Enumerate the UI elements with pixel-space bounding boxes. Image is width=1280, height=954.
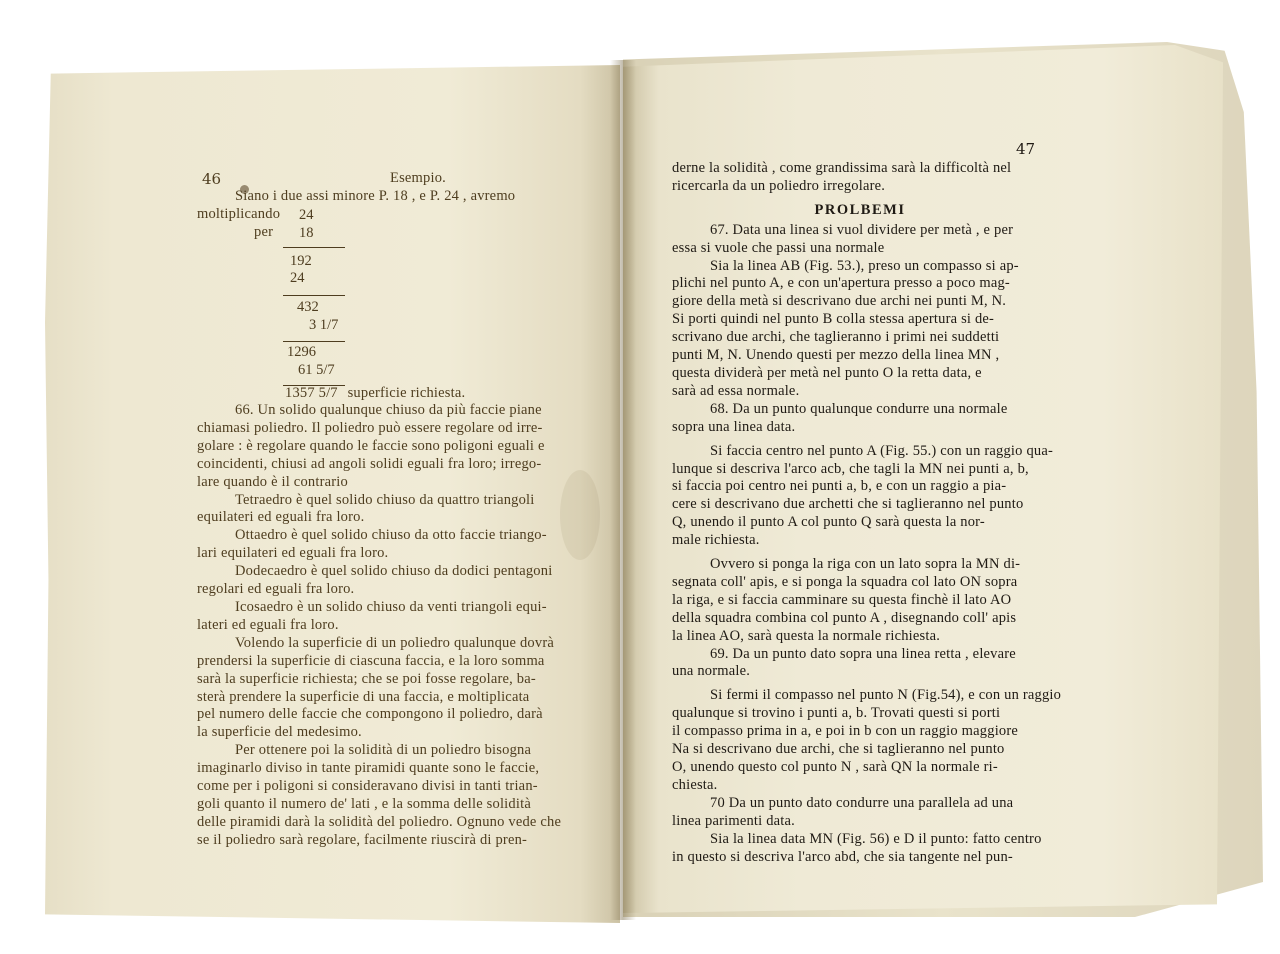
para-67b-line: giore della metà si descrivano due archi nei punti M, N. — [672, 293, 1007, 310]
solidity-line: Per ottenere poi la solidità di un poliedro bisogna — [235, 742, 532, 759]
total-value: 1357 5/7 — [285, 385, 338, 401]
para-67b-line: Si porti quindi nel punto B colla stessa apertura si de- — [672, 311, 995, 328]
para-66-line: 66. Un solido qualunque chiuso da più faccie piane — [235, 402, 542, 418]
para-70-line: linea parimenti data. — [672, 812, 795, 829]
total-label: superficie richiesta. — [347, 385, 466, 401]
para-67b-line: scrivano due archi, che taglieranno i primi nei suddetti — [672, 329, 1000, 346]
para-66-line: golare : è regolare quando le faccie sono poligoni eguali e — [197, 437, 545, 454]
para-68c-line: la linea AO, sarà questa la normale richiesta. — [672, 627, 941, 644]
para-69b-line: il compasso prima in a, e poi in b con un raggio maggiore — [672, 723, 1019, 740]
total-line — [285, 385, 465, 403]
para-69-line: 69. Da un punto dato sopra una linea retta , elevare — [710, 645, 1016, 662]
para-66-line: chiamasi poliedro. Il poliedro può essere regolare od irre- — [197, 419, 543, 436]
rule-1 — [283, 247, 345, 248]
para-68b-line: Q, unendo il punto A col punto Q sarà questa la nor- — [672, 514, 985, 531]
para-66-line: lare quando è il contrario — [197, 473, 348, 490]
definition-line: Tetraedro è quel solido chiuso da quattro triangoli — [235, 491, 535, 508]
para-67b-line: Sia la linea AB (Fig. 53.), preso un compasso si ap- — [710, 257, 1019, 274]
para-68-line: sopra una linea data. — [672, 418, 796, 435]
para-68-line: 68. Da un punto qualunque condurre una normale — [710, 400, 1008, 417]
para-68c-line: Ovvero si ponga la riga con un lato sopra la MN di- — [710, 556, 1021, 573]
book-gutter — [610, 60, 636, 920]
intro-line: Siano i due assi minore P. 18 , e P. 24 , avremo — [235, 187, 516, 204]
left-page-text — [197, 170, 559, 206]
para-68c-line: segnata coll' apis, e si ponga la squadra col lato ON sopra — [672, 573, 1018, 590]
para-70b-line: Sia la linea data MN (Fig. 56) e D il punto: fatto centro — [710, 830, 1042, 847]
para-68c-line: della squadra combina col punto A , disegnando coll' apis — [672, 609, 1017, 626]
right-body — [672, 160, 1062, 866]
solidity-line: goli quanto il numero de' lati , e la somma delle solidità — [197, 795, 531, 812]
para-68c-line: la riga, e si faccia camminare su questa finchè il lato AO — [672, 591, 1012, 608]
sum-1: 432 — [297, 299, 319, 315]
definition-line: lari equilateri ed eguali fra loro. — [197, 545, 389, 562]
factor-a: 24 — [299, 207, 314, 223]
para-68b-line: Si faccia centro nel punto A (Fig. 55.) con un raggio qua- — [710, 442, 1054, 459]
surface-line: Volendo la superficie di un poliedro qualunque dovrà — [235, 634, 554, 651]
page-number-right: 47 — [1016, 140, 1036, 158]
surface-line: prendersi la superficie di ciascuna faccia, e la loro somma — [197, 652, 545, 669]
problems-heading: PROLBEMI — [814, 201, 906, 218]
para-68b-line: si faccia poi centro nei punti a, b, e con un raggio a pia- — [672, 478, 1007, 495]
rule-3 — [283, 341, 345, 342]
para-69b-line: Na si descrivano due archi, che si taglieranno nel punto — [672, 741, 1005, 758]
para-69b-line: O, unendo questo col punto N , sarà QN la normale ri- — [672, 759, 998, 775]
fraction-2: 61 5/7 — [298, 362, 335, 378]
para-67b-line: sarà ad essa normale. — [672, 382, 800, 399]
fraction-1: 3 1/7 — [309, 317, 339, 333]
page-stain — [560, 470, 600, 560]
surface-line: la superficie del medesimo. — [197, 724, 362, 741]
para-69b-line: Si fermi il compasso nel punto N (Fig.54), e con un raggio — [710, 687, 1062, 704]
surface-line: pel numero delle faccie che compongono il poliedro, darà — [197, 706, 543, 723]
opening-line: ricercarla da un poliedro irregolare. — [672, 177, 886, 194]
para-69b-line: qualunque si trovino i punti a, b. Trovati questi si porti — [672, 705, 1001, 722]
para-70-line: 70 Da un punto dato condurre una parallela ad una — [710, 794, 1014, 811]
definition-line: Icosaedro è un solido chiuso da venti triangoli equi- — [235, 598, 547, 615]
definition-line: lateri ed eguali fra loro. — [197, 616, 339, 633]
para-66-line: coincidenti, chiusi ad angoli solidi eguali fra loro; irrego- — [197, 455, 542, 472]
factor-b: 18 — [299, 225, 314, 241]
para-67b-line: punti M, N. Unendo questi per mezzo della linea MN , — [672, 347, 1000, 364]
rule-2 — [283, 295, 345, 296]
partial-2: 24 — [290, 270, 305, 286]
opening-line: derne la solidità , come grandissima sarà la difficoltà nel — [672, 160, 1012, 176]
solidity-line: imaginarlo diviso in tante piramidi quante sono le faccie, — [197, 760, 540, 777]
solidity-line: delle piramidi darà la solidità del poliedro. Ognuno vede che — [197, 813, 562, 830]
para-68b-line: cere si descrivano due archetti che si taglieranno nel punto — [672, 496, 1024, 513]
para-68b-line: male richiesta. — [672, 532, 760, 549]
multiply-label: moltiplicando — [197, 206, 281, 222]
page-number-left: 46 — [202, 170, 222, 188]
para-68b-line: lunque si descriva l'arco acb, che tagli la MN nei punti a, b, — [672, 460, 1029, 477]
para-67b-line: questa dividerà per metà nel punto O la retta data, e — [672, 364, 982, 381]
solidity-line: come per i poligoni si consideravano divisi in tanti trian- — [197, 778, 538, 795]
para-67b-line: plichi nel punto A, e con un'apertura presso a poco mag- — [672, 275, 1010, 292]
surface-line: sterà prendere la superficie di una faccia, e moltiplicata — [197, 688, 530, 705]
example-heading: Esempio. — [390, 170, 446, 186]
definition-line: regolari ed eguali fra loro. — [197, 581, 355, 598]
para-67-line: essa si vuole che passi una normale — [672, 239, 885, 256]
surface-line: sarà la superficie richiesta; che se poi fosse regolare, ba- — [197, 670, 536, 687]
left-body — [197, 402, 562, 850]
partial-1: 192 — [290, 253, 312, 269]
definition-line: equilateri ed eguali fra loro. — [197, 509, 365, 526]
para-70b-line: in questo si descriva l'arco abd, che sia tangente nel pun- — [672, 848, 1013, 865]
solidity-line: se il poliedro sarà regolare, facilmente riuscirà di pren- — [197, 831, 528, 848]
definition-line: Dodecaedro è quel solido chiuso da dodici pentagoni — [235, 563, 553, 580]
para-69b-line: chiesta. — [672, 776, 718, 793]
per-label: per — [254, 224, 274, 240]
para-67-line: 67. Data una linea si vuol dividere per metà , e per — [710, 221, 1014, 238]
definition-line: Ottaedro è quel solido chiuso da otto faccie triango- — [235, 527, 547, 544]
para-69-line: una normale. — [672, 663, 751, 680]
sum-2: 1296 — [287, 344, 316, 360]
